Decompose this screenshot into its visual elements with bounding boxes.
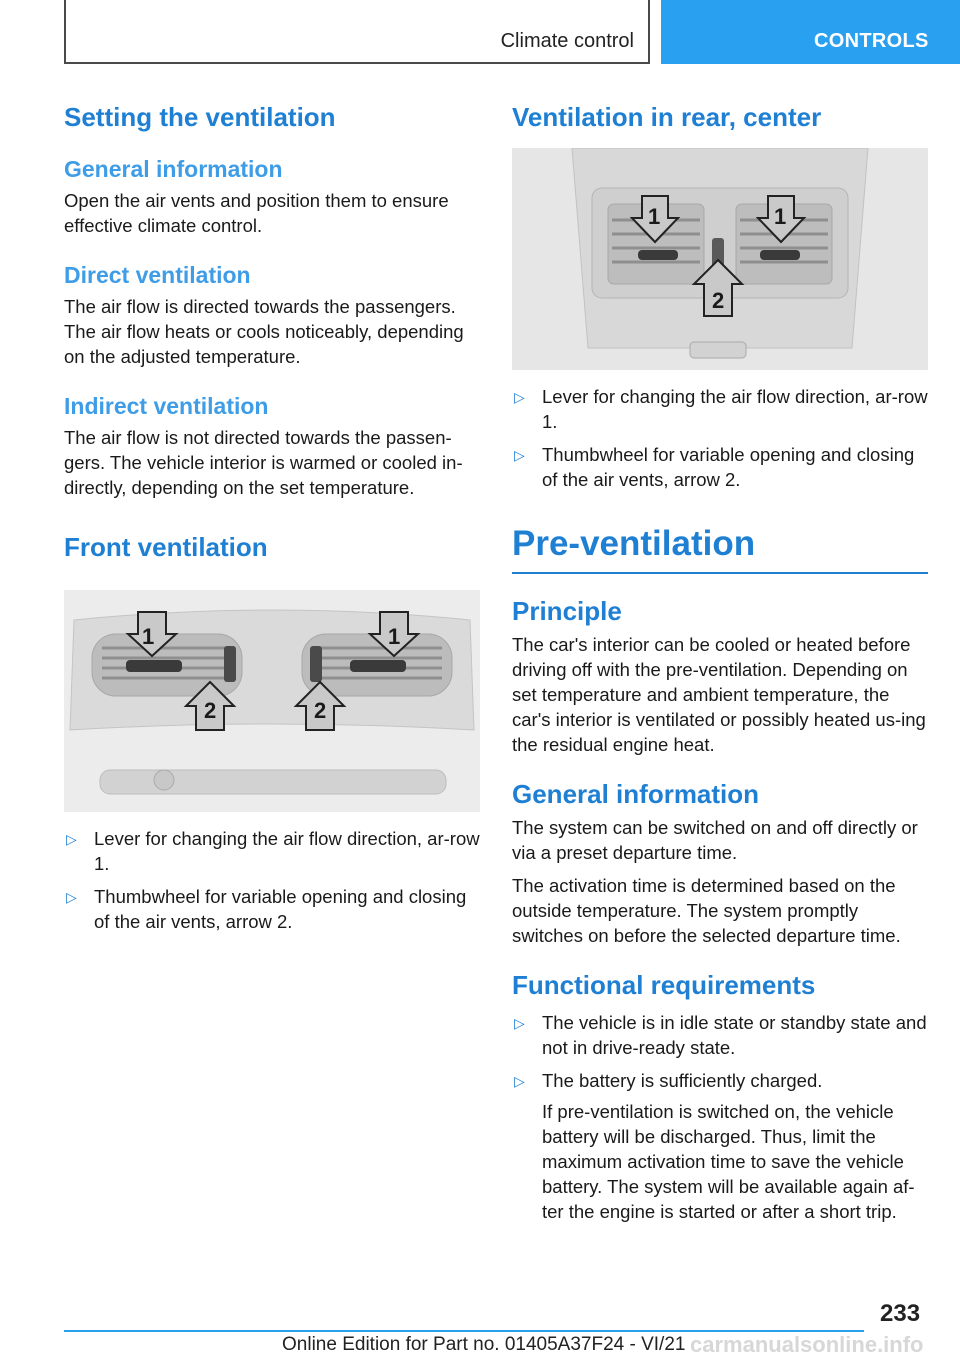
heading-rear-ventilation: Ventilation in rear, center [512,102,822,132]
figure-label-1b: 1 [774,204,787,229]
heading-indirect-ventilation: Indirect ventilation [64,393,269,419]
triangle-right-icon: ▷ [514,389,525,405]
heading-direct-ventilation: Direct ventilation [64,262,251,288]
list-item: ▷ The battery is sufficiently charged. If pre-ventilation is switched on, the vehicle battery will be discharged. Thus, limit the maximum activation time to save the vehicle battery. The system will be available again af‐ter the engine is started or after a short trip. [512,1068,928,1224]
front-ventilation-list [64,826,480,934]
list-item: ▷ Thumbwheel for variable opening and closing of the air vents, arrow 2. [66,886,467,932]
chapter-title: Climate control [500,30,634,52]
general-text-2: The activation time is determined based on the outside temperature. The system promptly switches on before the selected departure time. [512,875,901,946]
direct-ventilation-text: The air flow is directed towards the passengers. The air flow heats or cools noticeably, depending on the adjusted temperature. [64,296,464,367]
general-information-text: Open the air vents and position them to ensure effective climate control. [64,190,449,236]
front-ventilation-figure [64,590,480,812]
triangle-right-icon: ▷ [66,831,77,847]
triangle-right-icon: ▷ [514,1015,525,1031]
figure-label-2: 2 [712,288,725,313]
principle-text: The car's interior can be cooled or heated before driving off with the pre-ventilation. Depending on set temperature and ambient temperature, the car's interior is ventilated or possibly heated us‐ing the residual engine heat. [512,634,926,755]
heading-setting-ventilation: Setting the ventilation [64,102,336,132]
figure-label-2b: 2 [314,698,327,723]
list-item: ▷ Thumbwheel for variable opening and closing of the air vents, arrow 2. [514,444,915,490]
footer-edition: Online Edition for Part no. 01405A37F24 - VI/21 [282,1334,686,1355]
heading-general-information: General information [64,156,283,182]
triangle-right-icon: ▷ [66,889,77,905]
figure-label-1a: 1 [648,204,661,229]
list-item: ▷ Lever for changing the air flow direction, ar‐row 1. [514,386,928,432]
section-tab-label: CONTROLS [814,30,929,52]
figure-label-1a: 1 [142,624,155,649]
front-vents-illustration [64,590,480,812]
right-column [512,100,928,1232]
left-column [64,100,480,942]
rear-vents-illustration [512,148,928,370]
indirect-ventilation-text: The air flow is not directed towards the passen‐gers. The vehicle interior is warmed or cooled in‐directly, depending on the set temperature. [64,427,463,498]
section-tab [661,0,960,64]
heading-pre-ventilation: Pre-ventilation [512,522,928,574]
requirements-list [512,1010,928,1224]
list-item: ▷ Lever for changing the air flow direction, ar‐row 1. [66,828,480,874]
heading-front-ventilation: Front ventilation [64,532,268,562]
heading-general-information-right: General information [512,779,760,809]
page-number: 233 [880,1300,921,1327]
list-item: ▷ The vehicle is in idle state or standby state and not in drive-ready state. [514,1012,927,1058]
triangle-right-icon: ▷ [514,1073,525,1089]
figure-label-1b: 1 [388,624,401,649]
heading-functional-requirements: Functional requirements [512,970,816,1000]
figure-label-2a: 2 [204,698,217,723]
general-text-1: The system can be switched on and off directly or via a preset departure time. [512,817,918,863]
triangle-right-icon: ▷ [514,447,525,463]
rear-ventilation-figure [512,148,928,370]
rear-ventilation-list [512,384,928,492]
watermark: carmanualsonline.info [690,1332,924,1357]
battery-note: If pre-ventilation is switched on, the vehicle battery will be discharged. Thus, limit the maximum activation time to save the vehicle battery. The system will be available again af‐ter the engine is started or after a short trip. [542,1101,915,1222]
heading-principle: Principle [512,596,622,626]
header-chapter-box [64,0,650,64]
